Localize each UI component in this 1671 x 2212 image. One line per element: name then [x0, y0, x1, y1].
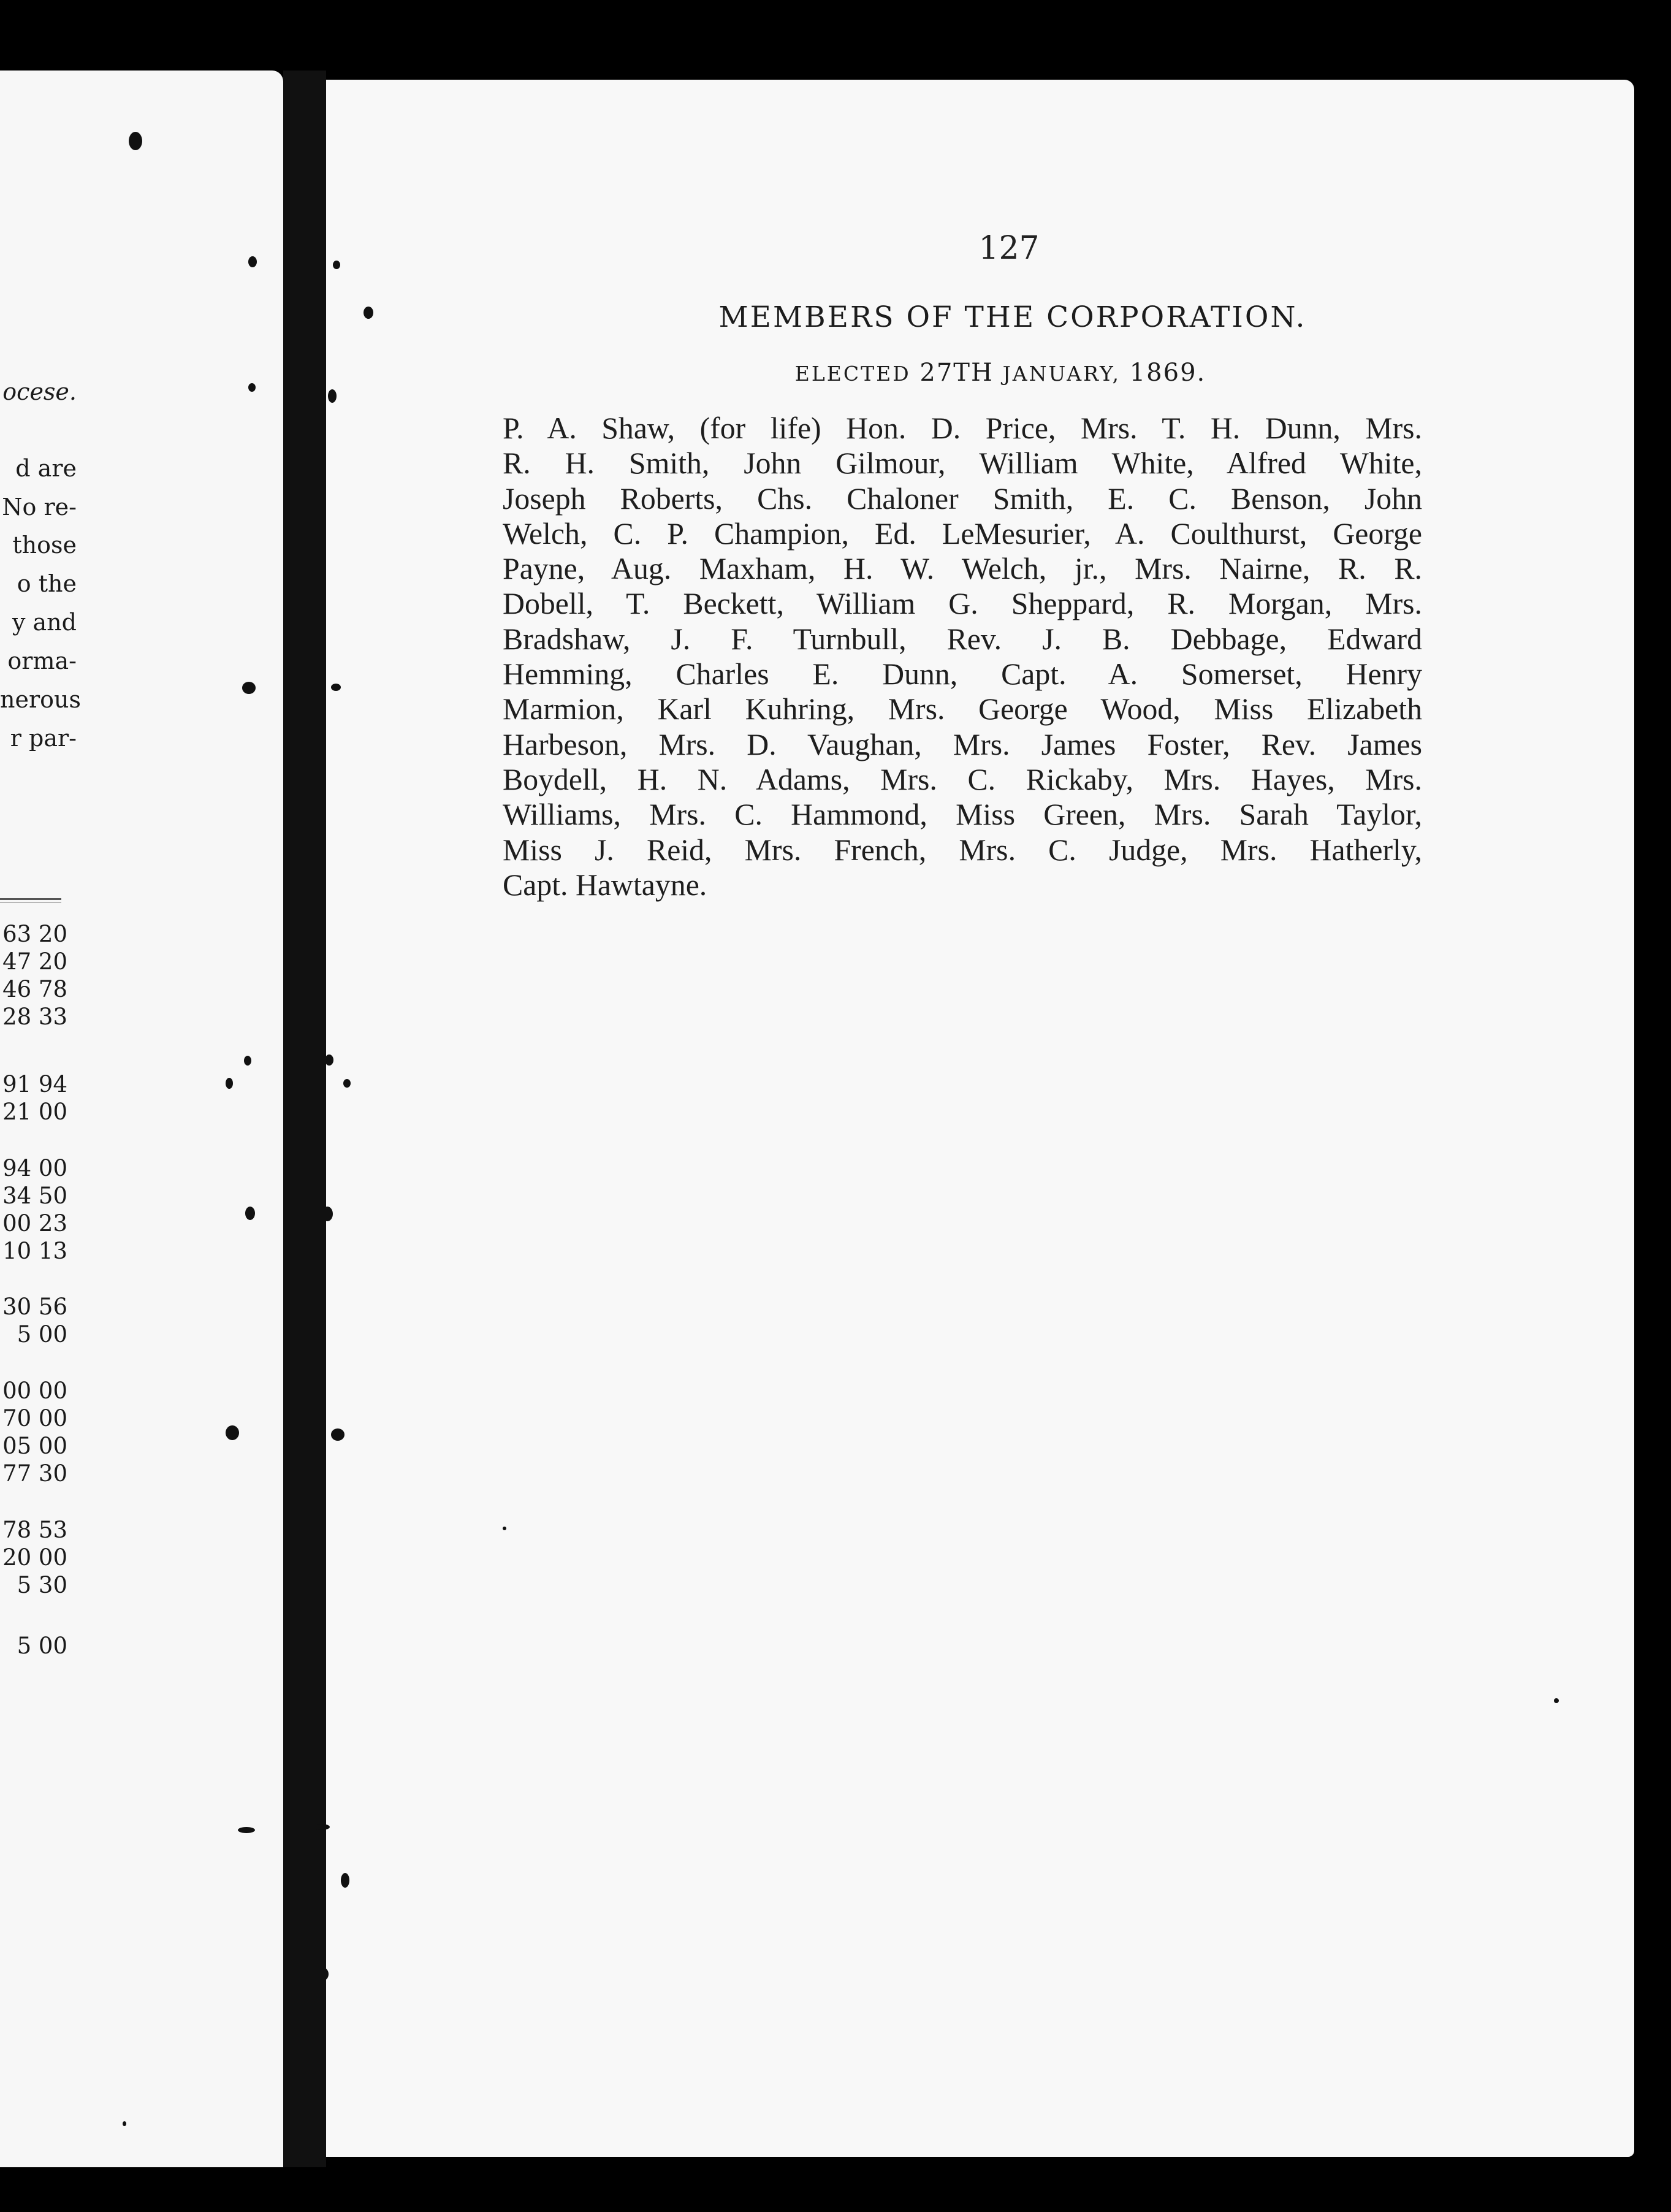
ink-speck: [313, 1824, 330, 1830]
left-page-amount: 28 33: [2, 1004, 67, 1030]
left-page-line: nerous: [0, 686, 81, 713]
ink-speck: [226, 1078, 233, 1089]
ink-speck: [331, 684, 341, 691]
ink-speck: [503, 1527, 506, 1530]
member-line: Miss J. Reid, Mrs. French, Mrs. C. Judge, Mrs. Hatherly,: [503, 833, 1422, 867]
ink-speck: [341, 1873, 349, 1888]
left-page-amount: 10 13: [2, 1238, 67, 1264]
ink-speck: [1554, 1698, 1559, 1703]
elected-label: ELECTED: [794, 362, 911, 386]
member-line: Capt. Hawtayne.: [503, 868, 707, 902]
left-page-amount: 30 56: [2, 1294, 67, 1320]
election-year: 1869.: [1129, 359, 1206, 387]
left-page-amount: 05 00: [2, 1433, 67, 1459]
left-page-amount: 5 00: [17, 1321, 67, 1348]
left-page-line: r par-: [10, 725, 77, 752]
member-line: Payne, Aug. Maxham, H. W. Welch, jr., Mrs. Nairne, R. R.: [503, 552, 1422, 586]
ink-speck: [343, 1079, 351, 1088]
ink-speck: [244, 1056, 251, 1066]
election-day: 27TH: [919, 359, 994, 387]
left-page-amount: 46 78: [2, 976, 67, 1002]
member-line: Marmion, Karl Kuhring, Mrs. George Wood, Miss Elizabeth: [503, 692, 1422, 727]
left-page-amount: 00 00: [2, 1378, 67, 1404]
ink-speck: [325, 1055, 333, 1066]
left-page-amount: 77 30: [2, 1460, 67, 1487]
right-page: [326, 80, 1634, 2157]
election-date-subheading: [485, 359, 1515, 387]
page-number: 127: [978, 230, 1040, 267]
left-page-fragment: [0, 71, 283, 2167]
left-page-amount: 5 30: [17, 1572, 67, 1598]
ink-speck: [322, 1207, 333, 1221]
member-line: R. H. Smith, John Gilmour, William White, Alfred White,: [503, 446, 1422, 481]
left-page-text: [0, 71, 283, 2167]
ink-speck: [248, 383, 256, 392]
member-line: Dobell, T. Beckett, William G. Sheppard, R. Morgan, Mrs.: [503, 587, 1422, 621]
page-title: MEMBERS OF THE CORPORATION.: [718, 300, 1307, 334]
left-page-line: o the: [17, 570, 77, 597]
ink-speck: [242, 682, 256, 694]
member-line: Joseph Roberts, Chs. Chaloner Smith, E. C. Benson, John: [503, 481, 1422, 516]
member-line: Hemming, Charles E. Dunn, Capt. A. Somerset, Henry: [503, 657, 1422, 692]
ink-speck: [129, 132, 142, 150]
ink-speck: [248, 256, 257, 267]
left-page-amount: 20 00: [2, 1544, 67, 1571]
left-page-line: ocese.: [2, 378, 77, 405]
left-page-amount: 91 94: [2, 1071, 67, 1097]
ink-speck: [123, 2121, 126, 2126]
left-page-amount: 63 20: [2, 921, 67, 947]
member-line: Bradshaw, J. F. Turnbull, Rev. J. B. Debbage, Edward: [503, 622, 1422, 656]
member-line: P. A. Shaw, (for life) Hon. D. Price, Mrs. T. H. Dunn, Mrs.: [503, 411, 1422, 445]
ink-speck: [328, 389, 337, 403]
member-line: Welch, C. P. Champion, Ed. LeMesurier, A. Coulthurst, George: [503, 516, 1422, 551]
left-page-amount: 5 00: [17, 1633, 67, 1659]
left-page-amount: 00 23: [2, 1210, 67, 1237]
left-page-line: y and: [12, 609, 77, 636]
left-page-line: d are: [15, 455, 77, 482]
ink-speck: [238, 1827, 255, 1833]
left-page-amount: 21 00: [2, 1099, 67, 1125]
left-page-line: No re-: [2, 494, 77, 521]
left-page-amount: 70 00: [2, 1405, 67, 1432]
left-page-amount: 47 20: [2, 948, 67, 975]
member-line: Williams, Mrs. C. Hammond, Miss Green, Mrs. Sarah Taylor,: [503, 798, 1422, 832]
member-line: Harbeson, Mrs. D. Vaughan, Mrs. James Foster, Rev. James: [503, 727, 1422, 761]
book-gutter: [283, 71, 326, 2167]
ink-speck: [226, 1425, 239, 1440]
member-line: Boydell, H. N. Adams, Mrs. C. Rickaby, Mrs. Hayes, Mrs.: [503, 762, 1422, 796]
left-page-amount: 34 50: [2, 1183, 67, 1209]
left-page-amount: 78 53: [2, 1517, 67, 1543]
ink-speck: [245, 1207, 255, 1220]
left-page-line: orma-: [7, 647, 77, 674]
election-month: JANUARY,: [1002, 362, 1121, 386]
left-page-rule: [0, 898, 61, 903]
ink-speck: [333, 261, 340, 269]
left-page-amount: 94 00: [2, 1155, 67, 1181]
ink-speck: [319, 1968, 329, 1980]
left-page-line: those: [12, 532, 77, 559]
ink-speck: [364, 307, 373, 319]
members-list: [503, 411, 1422, 902]
ink-speck: [331, 1428, 344, 1441]
